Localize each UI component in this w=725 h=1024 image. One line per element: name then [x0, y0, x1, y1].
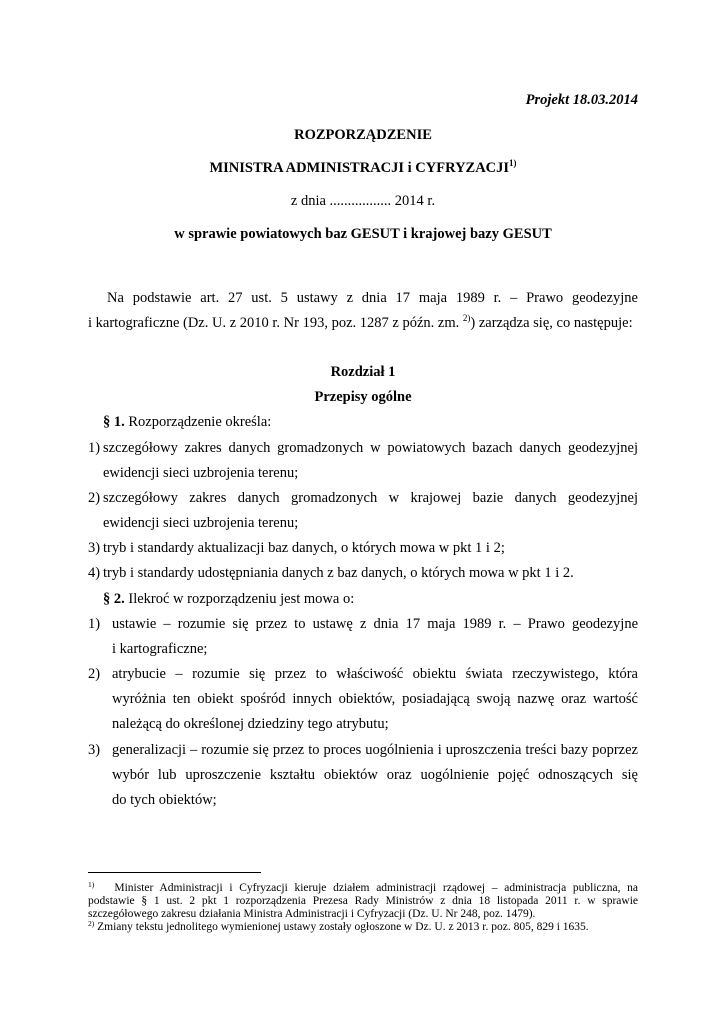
p2-item-1-line-2: i kartograficzne; — [112, 641, 208, 657]
footnote-separator — [88, 872, 261, 873]
date-line: z dnia ................. 2014 r. — [290, 193, 436, 209]
paragraph-1-intro: § 1. Rozporządzenie określa: — [103, 414, 272, 430]
chapter-number: Rozdział 1 — [330, 364, 396, 380]
p2-item-2-line-1: atrybucie – rozumie się przez to właściwość obiektu świata rzeczywistego, która — [112, 666, 638, 682]
footnote-ref-2: 2) — [462, 313, 471, 323]
paragraph-2-intro: § 2. Ilekroć w rozporządzeniu jest mowa o: — [103, 591, 355, 607]
chapter-title: Przepisy ogólne — [314, 389, 412, 405]
footnote-1 — [88, 882, 638, 921]
issuing-authority: MINISTRA ADMINISTRACJI i CYFRYZACJI$^{1)}$ — [209, 158, 517, 176]
document-subject: w sprawie powiatowych baz GESUT i krajowej bazy GESUT — [174, 226, 552, 242]
p2-item-3-number: 3) — [88, 742, 101, 758]
p1-item-2-number: 2) — [88, 490, 101, 506]
p2-item-2-line-2: wyróżnia ten obiekt spośród innych obiektów, posiadającą swoją nazwę oraz wartość — [112, 691, 638, 707]
footnote-2 — [88, 921, 638, 934]
p2-item-3-line-1: generalizacji – rozumie się przez to proces uogólnienia i uproszczenia treści bazy poprzez — [112, 742, 638, 758]
project-date: Projekt 18.03.2014 — [525, 92, 638, 108]
p1-item-2-line-2: ewidencji sieci uzbrojenia terenu; — [103, 515, 299, 531]
preamble-line-2: i kartograficzne (Dz. U. z 2010 r. Nr 193, poz. 1287 z późn. zm. $^{2)}$) zarządza się, co następuje: — [88, 313, 633, 331]
p1-item-4-number: 4) — [88, 565, 101, 581]
document-title: ROZPORZĄDZENIE — [294, 127, 432, 143]
preamble-line-1: Na podstawie art. 27 ust. 5 ustawy z dnia 17 maja 1989 r. – Prawo geodezyjne — [107, 290, 638, 306]
p1-item-2-line-1: szczegółowy zakres danych gromadzonych w krajowej bazie danych geodezyjnej — [103, 490, 638, 506]
p2-item-3-line-2: wybór lub uproszczenie kształtu obiektów oraz uogólnienie pojęć odnoszących się — [112, 767, 638, 783]
p1-item-1-number: 1) — [88, 440, 101, 456]
p1-item-4-line-1: tryb i standardy udostępniania danych z baz danych, o których mowa w pkt 1 i 2. — [103, 565, 574, 581]
footnote-1-line-3: szczegółowego zakresu działania Ministra Administracji i Cyfryzacji (Dz. U. Nr 248, poz. 1479). — [88, 908, 536, 920]
p1-item-1-line-1: szczegółowy zakres danych gromadzonych w powiatowych bazach danych geodezyjnej — [103, 440, 638, 456]
p2-item-2-number: 2) — [88, 666, 101, 682]
p1-item-1-line-2: ewidencji sieci uzbrojenia terenu; — [103, 465, 299, 481]
p2-item-2-line-3: należącą do określonej dziedziny tego atrybutu; — [112, 716, 389, 732]
p2-item-1-line-1: ustawie – rozumie się przez to ustawę z dnia 17 maja 1989 r. – Prawo geodezyjne — [112, 616, 638, 632]
p2-item-3-line-3: do tych obiektów; — [112, 792, 217, 808]
p1-item-3-number: 3) — [88, 540, 101, 556]
footnote-1-line-2: podstawie § 1 ust. 2 pkt 1 rozporządzenia Prezesa Rady Ministrów z dnia 18 listopada 2011 r. w sprawie — [88, 895, 638, 907]
footnote-2-line-1: $^{2)}$ Zmiany tekstu jednolitego wymienionej ustawy zostały ogłoszone w Dz. U. z 2013 r. poz. 805, 829 i 1635. — [88, 919, 589, 933]
p1-item-3-line-1: tryb i standardy aktualizacji baz danych, o których mowa w pkt 1 i 2; — [103, 540, 505, 556]
p2-item-1-number: 1) — [88, 616, 101, 632]
footnote-1-line-1: $^{1)}$ Minister Administracji i Cyfryzacji kieruje działem administracji rządowej – administracja publiczna, na — [88, 880, 639, 894]
footnote-ref-1: 1) — [509, 158, 517, 168]
